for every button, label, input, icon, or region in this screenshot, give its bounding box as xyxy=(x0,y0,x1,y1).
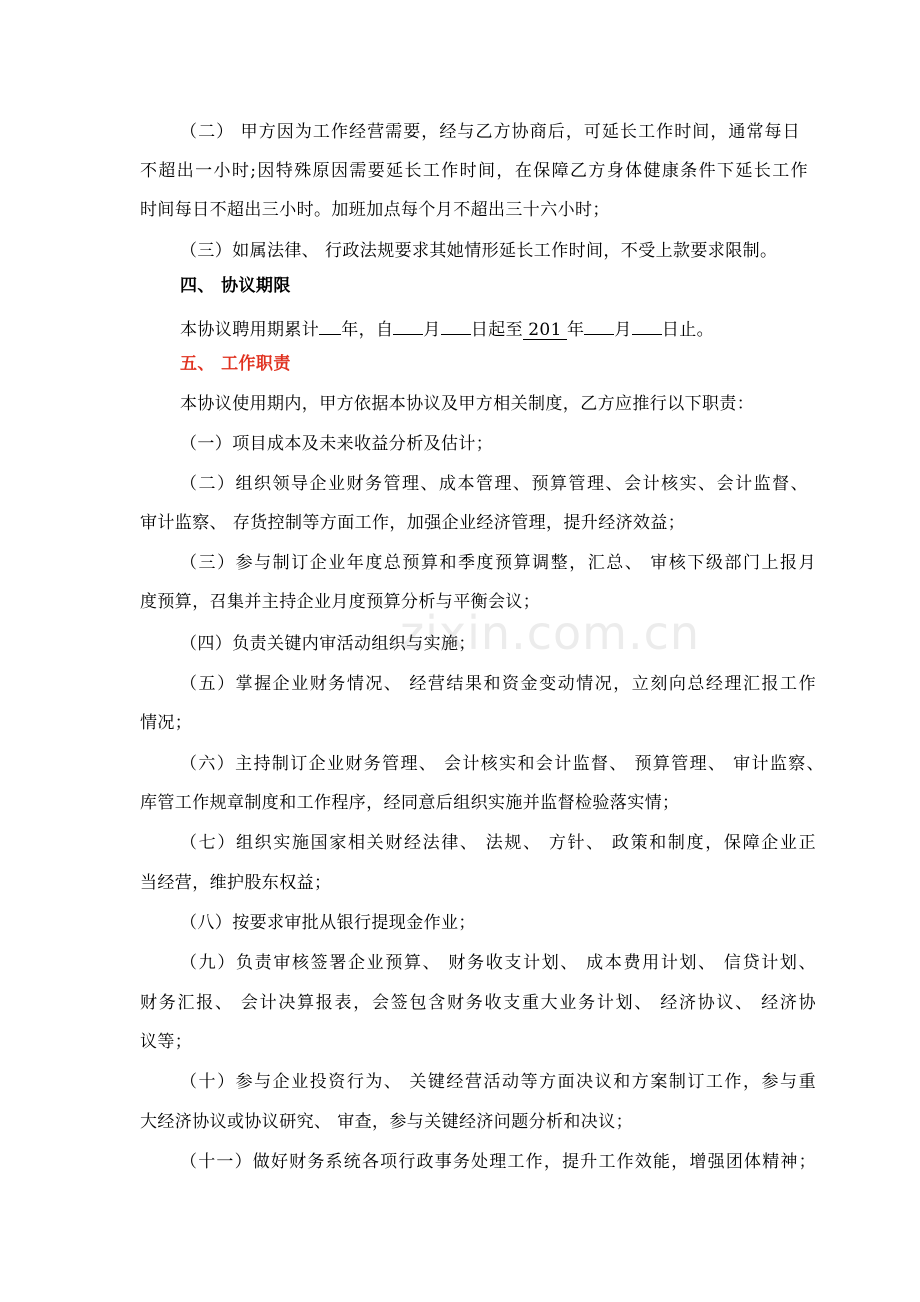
duty-item: （十一）做好财务系统各项行政事务处理工作，提升工作效能，增强团体精神； xyxy=(180,1152,816,1172)
duty-item: 大经济协议或协议研究、 审查，参与关键经济问题分析和决议； xyxy=(140,1112,634,1132)
duty-item: 议等； xyxy=(140,1032,193,1052)
duty-item: 当经营，维护股东权益； xyxy=(140,873,332,893)
blank-start-month xyxy=(393,314,423,335)
duty-item: （二）组织领导企业财务管理、成本管理、预算管理、会计核实、会计监督、 xyxy=(180,474,808,494)
duty-item: 审计监察、 存货控制等方面工作，加强企业经济管理，提升经济效益； xyxy=(140,513,686,533)
paragraph-line: 时间每日不超出三小时。加班加点每个月不超出三十六小时； xyxy=(140,200,610,220)
section-heading-duties: 五、 工作职责 xyxy=(180,354,291,374)
duty-item: （三）参与制订企业年度总预算和季度预算调整，汇总、 审核下级部门上报月 xyxy=(180,553,816,573)
duty-item: （一）项目成本及未来收益分析及估计； xyxy=(180,434,494,454)
duty-item: （八）按要求审批从银行提现金作业； xyxy=(180,913,476,933)
duty-item: （四）负责关键内审活动组织与实施； xyxy=(180,634,476,654)
term-text: 月 xyxy=(614,320,632,340)
term-text: 日止。 xyxy=(661,320,715,340)
duty-item: 度预算，召集并主持企业月度预算分析与平衡会议； xyxy=(140,592,541,612)
blank-end-month xyxy=(584,314,614,335)
term-text: 月 xyxy=(423,320,441,340)
duty-item: （五）掌握企业财务情况、 经营结果和资金变动情况，立刻向总经理汇报工作 xyxy=(180,674,816,694)
duty-item: （六）主持制订企业财务管理、 会计核实和会计监督、 预算管理、 审计监察、 xyxy=(180,754,824,774)
blank-end-day xyxy=(632,314,662,335)
section-heading-term: 四、 协议期限 xyxy=(180,276,291,296)
duty-item: （七）组织实施国家相关财经法律、 法规、 方针、 政策和制度，保障企业正 xyxy=(180,833,816,853)
term-text: 年，自 xyxy=(341,320,394,340)
paragraph-line: （二） 甲方因为工作经营需要，经与乙方协商后，可延长工作时间，通常每日 xyxy=(180,122,800,142)
duty-item: 情况； xyxy=(140,713,193,733)
term-text: 本协议聘用期累计 xyxy=(180,320,320,340)
duty-item: 财务汇报、 会计决算报表，会签包含财务收支重大业务计划、 经济协议、 经济协 xyxy=(140,993,816,1013)
paragraph-line: 不超出一小时;因特殊原因需要延长工作时间，在保障乙方身体健康条件下延长工作 xyxy=(140,161,808,181)
term-text: 日起至 xyxy=(470,320,524,340)
term-text: 年 xyxy=(567,320,585,340)
duty-item: （十）参与企业投资行为、 关键经营活动等方面决议和方案制订工作，参与重 xyxy=(180,1072,816,1092)
paragraph-line: 本协议使用期内，甲方依据本协议及甲方相关制度，乙方应推行以下职责： xyxy=(180,394,755,414)
duty-item: 库管工作规章制度和工作程序，经同意后组织实施并监督检验落实情； xyxy=(140,793,680,813)
blank-start-day xyxy=(441,314,471,335)
paragraph-line: （三）如属法律、 行政法规要求其她情形延长工作时间，不受上款要求限制。 xyxy=(180,241,778,261)
end-year-prefix: 201 xyxy=(523,319,567,340)
watermark: zixin.com.cn xyxy=(400,606,701,660)
term-line xyxy=(180,314,714,341)
blank-years xyxy=(319,314,341,335)
duty-item: （九）负责审核签署企业预算、 财务收支计划、 成本费用计划、 信贷计划、 xyxy=(180,953,816,973)
